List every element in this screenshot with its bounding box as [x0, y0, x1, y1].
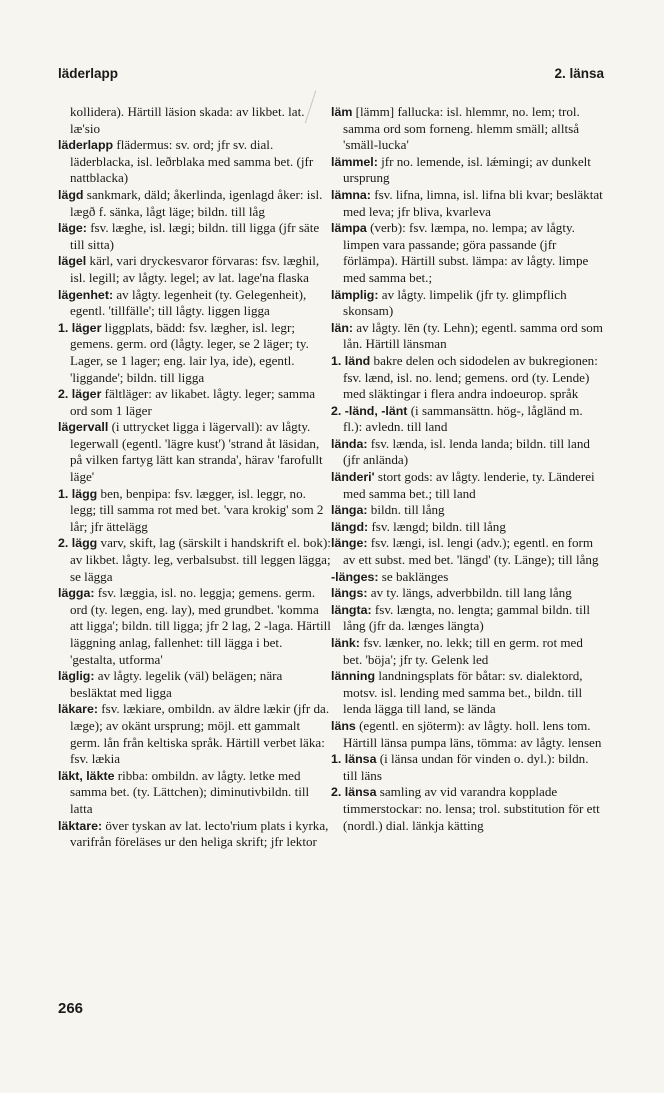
entry-text: jfr no. lemende, isl. lǽmingi; av dunkelt ursprung — [343, 153, 591, 186]
entry-headword: läktare: — [58, 818, 103, 833]
entry-text: (verb): fsv. læmpa, no. lempa; av lågty. limpen vara passande; göra passande (jfr förlämpa). Härtill subst. lämpa: av lågty. limpe med samma bet.; — [343, 220, 589, 285]
entry-text: fsv. længi, isl. lengi (adv.); egentl. en form av ett subst. med bet. 'längd' (ty. Länge); till lång — [343, 535, 599, 568]
entry-headword: länk: — [331, 636, 360, 650]
entry-headword: länge: — [331, 536, 368, 551]
entry-headword: läge: — [58, 221, 87, 236]
entry-text: fsv. lænda, isl. lenda landa; bildn. till land (jfr anlända) — [343, 435, 590, 468]
entry-headword: lägenhet: — [58, 287, 114, 302]
entry-headword: 1. länsa — [331, 752, 377, 767]
entry-headword: -länges: — [331, 569, 379, 584]
entry-text: av lågty. legelik (väl) belägen; nära besläktat med ligga — [70, 668, 283, 700]
entry-text: flädermus: sv. ord; jfr sv. dial. läderblacka, isl. leðrblaka med samma bet. (jfr nattblacka) — [70, 137, 314, 186]
page-number: 266 — [58, 1000, 84, 1017]
entry-headword: länning — [331, 669, 376, 684]
entry-text: kollidera). Härtill läsion skada: av likbet. lat. læ'sio — [70, 104, 305, 136]
entry-text: bildn. till lång — [367, 502, 445, 518]
dictionary-entry — [58, 486, 331, 536]
dictionary-entry — [331, 154, 604, 187]
entry-text: kärl, vari dryckesvaror förvaras: fsv. læghil, isl. legill; av lågty. legel; av lat. lage'na flaska — [70, 253, 320, 285]
dictionary-entry — [331, 353, 604, 403]
dictionary-entry — [331, 569, 604, 586]
dictionary-entry — [58, 320, 331, 386]
entry-text: fsv. læghe, isl. lægi; bildn. till ligga (jfr säte till sitta) — [70, 220, 320, 252]
entry-text: fsv. længd; bildn. till lång — [368, 518, 506, 534]
dictionary-entry — [331, 187, 604, 220]
entry-text: varv, skift, lag (särskilt i handskrift el. bok): av likbet. lågty. leg, verbalsubst. till leggen lägga; se lägga — [70, 535, 331, 584]
entry-headword: längta: — [331, 602, 372, 617]
entry-text: landningsplats för båtar: sv. dialektord, motsv. isl. lending med samma bet., bildn. till lenda lägga till land, se lända — [343, 668, 583, 717]
entry-headword: 1. lägg — [58, 486, 98, 501]
running-header — [58, 66, 604, 81]
entry-text: stort gods: av lågty. lenderie, ty. Länderei med samma bet.; till land — [343, 469, 595, 501]
dictionary-entry — [331, 635, 604, 668]
entry-text: (i uttrycket ligga i lägervall): av lågty. legerwall (egentl. 'lägre kust') 'strand åt läsidan, på vilken fartyg lätt kan stranda', härav 'farofullt läge' — [70, 419, 323, 485]
dictionary-entry — [331, 220, 604, 286]
entry-headword: lägd — [58, 187, 84, 202]
dictionary-entry — [58, 419, 331, 485]
header-right-guideword: 2. länsa — [554, 66, 604, 81]
entry-text: fsv. lækiare, ombildn. av äldre lækir (jfr da. læge); av okänt ursprung; möjl. ett gammalt germ. lån från keltiska språk. Härtill verbet läka: fsv. lækia — [70, 701, 330, 767]
dictionary-entry — [58, 104, 331, 137]
dictionary-entry — [58, 585, 331, 668]
entry-headword: lämplig: — [331, 287, 379, 302]
dictionary-entry — [331, 436, 604, 469]
entry-text: av ty. längs, adverbbildn. till lang lång — [367, 585, 572, 601]
entry-headword: lämna: — [331, 187, 371, 202]
dictionary-entry — [331, 287, 604, 320]
dictionary-entry — [58, 187, 331, 220]
dictionary-entry — [331, 403, 604, 436]
entry-text: (i länsa undan för vinden o. dyl.): bildn. till läns — [343, 751, 589, 783]
dictionary-entry — [331, 519, 604, 536]
dictionary-entry — [331, 718, 604, 751]
entry-headword: 1. läger — [58, 320, 102, 335]
entry-headword: lända: — [331, 436, 368, 451]
entry-headword: 2. lägg — [58, 536, 98, 551]
dictionary-entry — [58, 768, 331, 818]
entry-headword: läkt, läkte — [58, 768, 115, 783]
entry-text: fsv. længta, no. lengta; gammal bildn. till lång (jfr da. længes längta) — [343, 601, 591, 634]
entry-text: liggplats, bädd: fsv. lægher, isl. legr; gemens. germ. ord (lågty. leger, se 2 läger; ty. Lager, se 1 lager; eng. lair lya, ide), egentl. 'liggande'; bildn. till ligga — [70, 319, 309, 385]
dictionary-entry — [58, 220, 331, 253]
dictionary-entry — [58, 287, 331, 320]
dictionary-entry — [331, 784, 604, 834]
entry-headword: länga: — [331, 503, 368, 518]
dictionary-entry — [331, 104, 604, 154]
dictionary-entry — [331, 668, 604, 718]
dictionary-entry — [331, 502, 604, 519]
entry-headword: läderlapp — [58, 138, 114, 153]
entry-text: fsv. læggia, isl. no. leggja; gemens. germ. ord (ty. legen, eng. lay), med grundbet. 'komma att ligga'; bildn. till ligga; jfr 2 lag, 2 -laga. Härtill läggning anlag, fallenhet: till lägga i bet. 'gestalta, utforma' — [70, 585, 331, 667]
entry-text: ben, benpipa: fsv. lægger, isl. leggr, no. legg; till samma rot med bet. 'vara krokig' som 2 lår; jfr ättelägg — [70, 485, 324, 534]
dictionary-entry — [331, 535, 604, 568]
dictionary-entry — [331, 751, 604, 784]
entry-headword: lägervall — [58, 420, 109, 435]
entry-text: fsv. lifna, limna, isl. lifna bli kvar; besläktat med leva; jfr bliva, kvarleva — [343, 186, 603, 219]
entry-text: sankmark, däld; åkerlinda, igenlagd åker: isl. lægð f. sänka, lågt läge; bildn. till låg — [70, 186, 323, 219]
entry-text: av lågty. legenheit (ty. Gelegenheit), egentl. 'tillfälle'; till lågty. liggen ligga — [70, 286, 307, 319]
entry-headword: 2. läger — [58, 387, 102, 402]
dictionary-entry — [58, 818, 331, 851]
right-column — [331, 104, 604, 851]
entry-headword: lämpa — [331, 221, 367, 236]
left-column — [58, 104, 331, 851]
entry-headword: lämmel: — [331, 154, 378, 169]
entry-text: av lågty. lēn (ty. Lehn); egentl. samma ord som lån. Härtill länsman — [343, 319, 603, 352]
entry-headword: länderi' — [331, 470, 375, 485]
entry-headword: läglig: — [58, 669, 95, 684]
entry-text: över tyskan av lat. lecto'rium plats i kyrka, varifrån föreläses ur den heliga skrift; jfr lektor — [70, 817, 329, 850]
columns — [58, 104, 604, 851]
entry-headword: läm — [331, 105, 353, 119]
entry-text: (i sammansättn. hög-, lågländ m. fl.): avledn. till land — [343, 402, 583, 435]
dictionary-entry — [58, 386, 331, 419]
entry-headword: läkare: — [58, 702, 98, 717]
dictionary-entry — [58, 535, 331, 585]
entry-headword: längs: — [331, 586, 368, 601]
entry-headword: 2. länsa — [331, 785, 377, 800]
entry-text: fsv. lænker, no. lekk; till en germ. rot med bet. 'böja'; jfr ty. Gelenk led — [343, 635, 583, 667]
dictionary-entry — [331, 320, 604, 353]
dictionary-entry — [58, 701, 331, 767]
entry-text: fältläger: av likabet. lågty. leger; samma ord som 1 läger — [70, 386, 316, 418]
entry-headword: 1. länd — [331, 353, 371, 368]
dictionary-entry — [58, 253, 331, 286]
entry-text: samling av vid varandra kopplade timmerstockar: no. lensa; trol. substitution för ett (nordl.) dial. länkja kätting — [343, 784, 600, 833]
entry-text: bakre delen och sidodelen av bukregionen: fsv. lænd, isl. no. lend; gemens. ord (ty. Lende) med släktingar i flera andra indoeurop. språk — [343, 352, 598, 402]
dictionary-entry — [331, 585, 604, 602]
entry-text: ribba: ombildn. av lågty. letke med samma bet. (ty. Lättchen); diminutivbildn. till latta — [70, 767, 310, 816]
dictionary-entry — [331, 469, 604, 502]
entry-headword: lägel — [58, 254, 87, 269]
entry-text: av lågty. limpelik (jfr ty. glimpflich skonsam) — [343, 286, 567, 319]
dictionary-entry — [58, 668, 331, 701]
entry-headword: lägga: — [58, 586, 95, 601]
dictionary-entry — [331, 602, 604, 635]
entry-text: [lämm] fallucka: isl. hlemmr, no. lem; trol. samma ord som forneng. hlemm smäll; alltså 'smäll-lucka' — [343, 104, 580, 153]
entry-text: (egentl. en sjöterm): av lågty. holl. lens tom. Härtill länsa pumpa läns, tömma: av lågty. lensen — [343, 717, 602, 750]
entry-headword: 2. -länd, -länt — [331, 403, 408, 418]
header-left-guideword: läderlapp — [58, 66, 119, 81]
dictionary-entry — [58, 137, 331, 187]
entry-headword: läns — [331, 718, 356, 733]
entry-headword: längd: — [331, 519, 369, 534]
entry-headword: län: — [331, 320, 354, 335]
entry-text: se baklänges — [378, 568, 449, 584]
